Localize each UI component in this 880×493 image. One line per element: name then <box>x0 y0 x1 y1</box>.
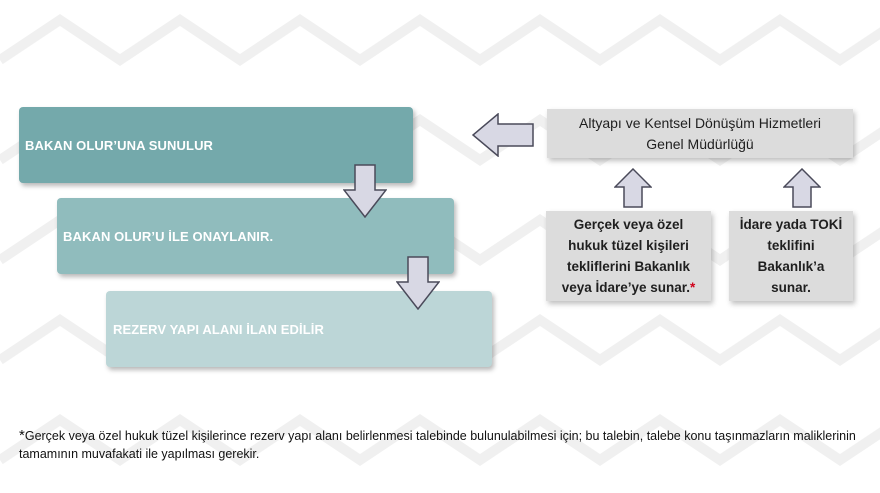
footnote-text: Gerçek veya özel hukuk tüzel kişilerince rezerv yapı alanı belirlenmesi talebinde bulunulabilmesi için; bu talebin, talebe konu taşınmazların maliklerinin tamamının muvafakati ile yapılması gerekir. <box>19 429 856 461</box>
up-arrow-icon <box>614 168 652 208</box>
admin-toki-submit-box <box>729 211 853 301</box>
footnote-marker: * <box>690 280 696 295</box>
directorate-box <box>547 109 853 158</box>
step-label: BAKAN OLUR’U İLE ONAYLANIR. <box>63 228 274 244</box>
left-arrow-icon <box>472 113 534 157</box>
step-label: REZERV YAPI ALANI İLAN EDİLİR <box>113 321 324 337</box>
footnote <box>19 427 859 463</box>
footnote-asterisk: * <box>19 427 25 444</box>
down-arrow-icon <box>343 164 387 218</box>
private-entities-submit-box <box>546 211 711 301</box>
admin-toki-text: İdare yada TOKİ teklifini Bakanlık’a sunar. <box>739 217 843 295</box>
directorate-text: Altyapı ve Kentsel Dönüşüm Hizmetleri Genel Müdürlüğü <box>579 114 821 152</box>
up-arrow-icon <box>783 168 821 208</box>
step-label: BAKAN OLUR’UNA SUNULUR <box>25 137 214 153</box>
step-approved-by-minister <box>57 198 454 274</box>
down-arrow-icon <box>396 256 440 310</box>
private-entities-text: Gerçek veya özel hukuk tüzel kişileri tekliflerini Bakanlık veya İdare’ye sunar.* <box>561 217 696 295</box>
